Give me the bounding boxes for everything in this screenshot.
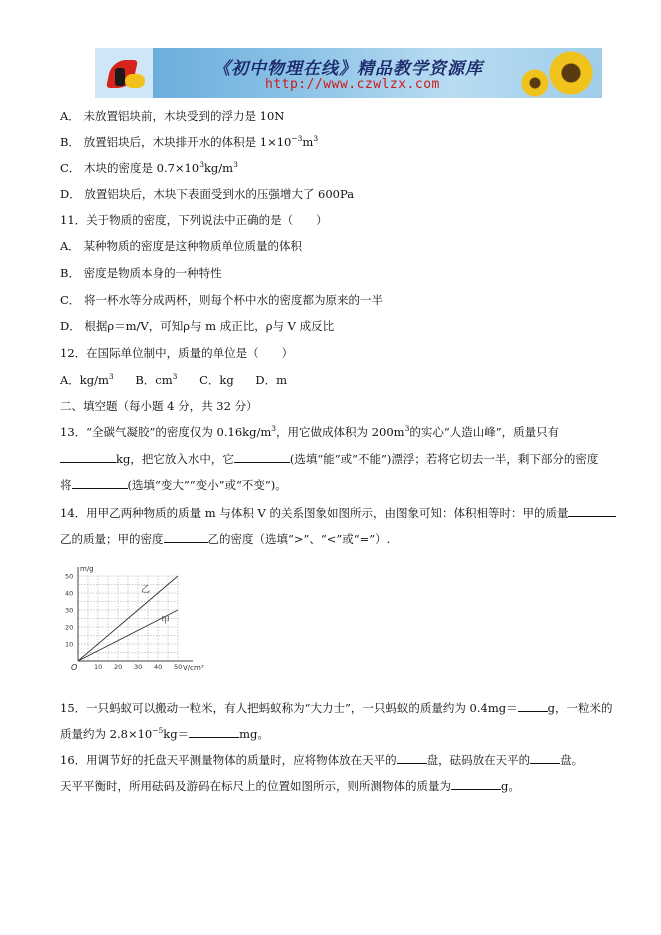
answer-blank[interactable] <box>164 530 208 543</box>
x-tick-label: 20 <box>114 663 123 671</box>
answer-blank[interactable] <box>568 504 616 517</box>
mass-volume-graph <box>58 561 218 671</box>
q10-option-d: D． 放置铝块后，木块下表面受到水的压强增大了 600Pa <box>60 187 355 201</box>
q12-stem: 12．在国际单位制中，质量的单位是（ ） <box>60 346 294 360</box>
series-label-yi: 乙 <box>141 585 151 595</box>
header-banner <box>95 48 602 98</box>
x-tick-label: 50 <box>174 663 183 671</box>
q10-option-a: A． 未放置铝块前，木块受到的浮力是 10N <box>60 109 285 123</box>
q13-line1: 13．“全碳气凝胶”的密度仅为 $0.16kg/m^3$，用它做成体积为 $200m^3$的实心“人造山峰”，质量只有 <box>60 424 560 439</box>
q11-option-b: B． 密度是物质本身的一种特性 <box>60 266 222 280</box>
series-label-jia: 甲 <box>161 616 171 626</box>
q11-option-d: D． 根据ρ＝m/V，可知ρ与 m 成正比，ρ与 V 成反比 <box>60 319 335 333</box>
y-tick-label: 50 <box>65 572 74 581</box>
site-logo <box>95 48 153 98</box>
q11-stem: 11．关于物质的密度，下列说法中正确的是（ ） <box>60 213 328 227</box>
answer-blank[interactable] <box>518 699 548 712</box>
q14-line2: 乙的质量；甲的密度 乙的密度（选填“>”、“<”或“=”）. <box>60 532 391 546</box>
q12-options: A．$kg/m^3$ B．$cm^3$ C．kg D．m <box>60 372 288 387</box>
q10-option-c: C． 木块的密度是 $0.7\times 10^3kg/m^3$ <box>60 160 238 175</box>
answer-blank[interactable] <box>60 450 116 463</box>
x-axis-label: V/cm³ <box>183 664 204 671</box>
y-tick-label: 40 <box>65 589 74 598</box>
banner-title: 《初中物理在线》精品教学资源库 <box>213 59 483 79</box>
q16-line2: 天平平衡时，所用砝码及游码在标尺上的位置如图所示，则所测物体的质量为 g。 <box>60 779 520 793</box>
x-tick-label: 40 <box>154 663 163 671</box>
x-tick-label: 10 <box>94 663 103 671</box>
y-tick-label: 10 <box>65 640 74 649</box>
answer-blank[interactable] <box>451 777 501 790</box>
sunflower-icon <box>520 68 550 98</box>
q15-line2: 质量约为 $2.8\times 10^{-5}kg=$ mg。 <box>60 726 269 741</box>
section-heading: 二、填空题（每小题 4 分，共 32 分） <box>60 399 258 413</box>
q11-option-c: C． 将一杯水等分成两杯，则每个杯中水的密度都为原来的一半 <box>60 293 383 307</box>
q13-line2: kg，把它放入水中，它 (选填“能”或“不能”)漂浮；若将它切去一半，剩下部分的密度 <box>60 450 598 467</box>
y-axis-label: m/g <box>80 565 94 573</box>
banner-url[interactable]: http://www.czwlzx.com <box>265 77 440 92</box>
q13-line3: 将 (选填“变大”“变小”或“不变”)。 <box>60 478 287 492</box>
q16-line1: 16．用调节好的托盘天平测量物体的质量时，应将物体放在天平的 盘，砝码放在天平的 盘。 <box>60 753 584 767</box>
answer-blank[interactable] <box>530 751 560 764</box>
x-tick-label: 30 <box>134 663 143 671</box>
q10-option-b: B． 放置铝块后，木块排开水的体积是 $1\times 10^{-3}m^3$ <box>60 134 319 149</box>
y-tick-label: 30 <box>65 606 74 615</box>
origin-label: O <box>71 663 78 671</box>
q14-line1: 14．用甲乙两种物质的质量 m 与体积 V 的关系图象如图所示，由图象可知：体积相等时：甲的质量 <box>60 504 616 521</box>
answer-blank[interactable] <box>189 725 239 738</box>
sunflower-icon <box>548 50 594 96</box>
q11-option-a: A． 某种物质的密度是这种物质单位质量的体积 <box>60 239 302 253</box>
answer-blank[interactable] <box>72 476 128 489</box>
y-tick-label: 20 <box>65 623 74 632</box>
answer-blank[interactable] <box>397 751 427 764</box>
answer-blank[interactable] <box>234 450 290 463</box>
q15-line1: 15．一只蚂蚁可以搬动一粒米，有人把蚂蚁称为“大力士”，一只蚂蚁的质量约为 0.4mg＝ g，一粒米的 <box>60 701 613 715</box>
